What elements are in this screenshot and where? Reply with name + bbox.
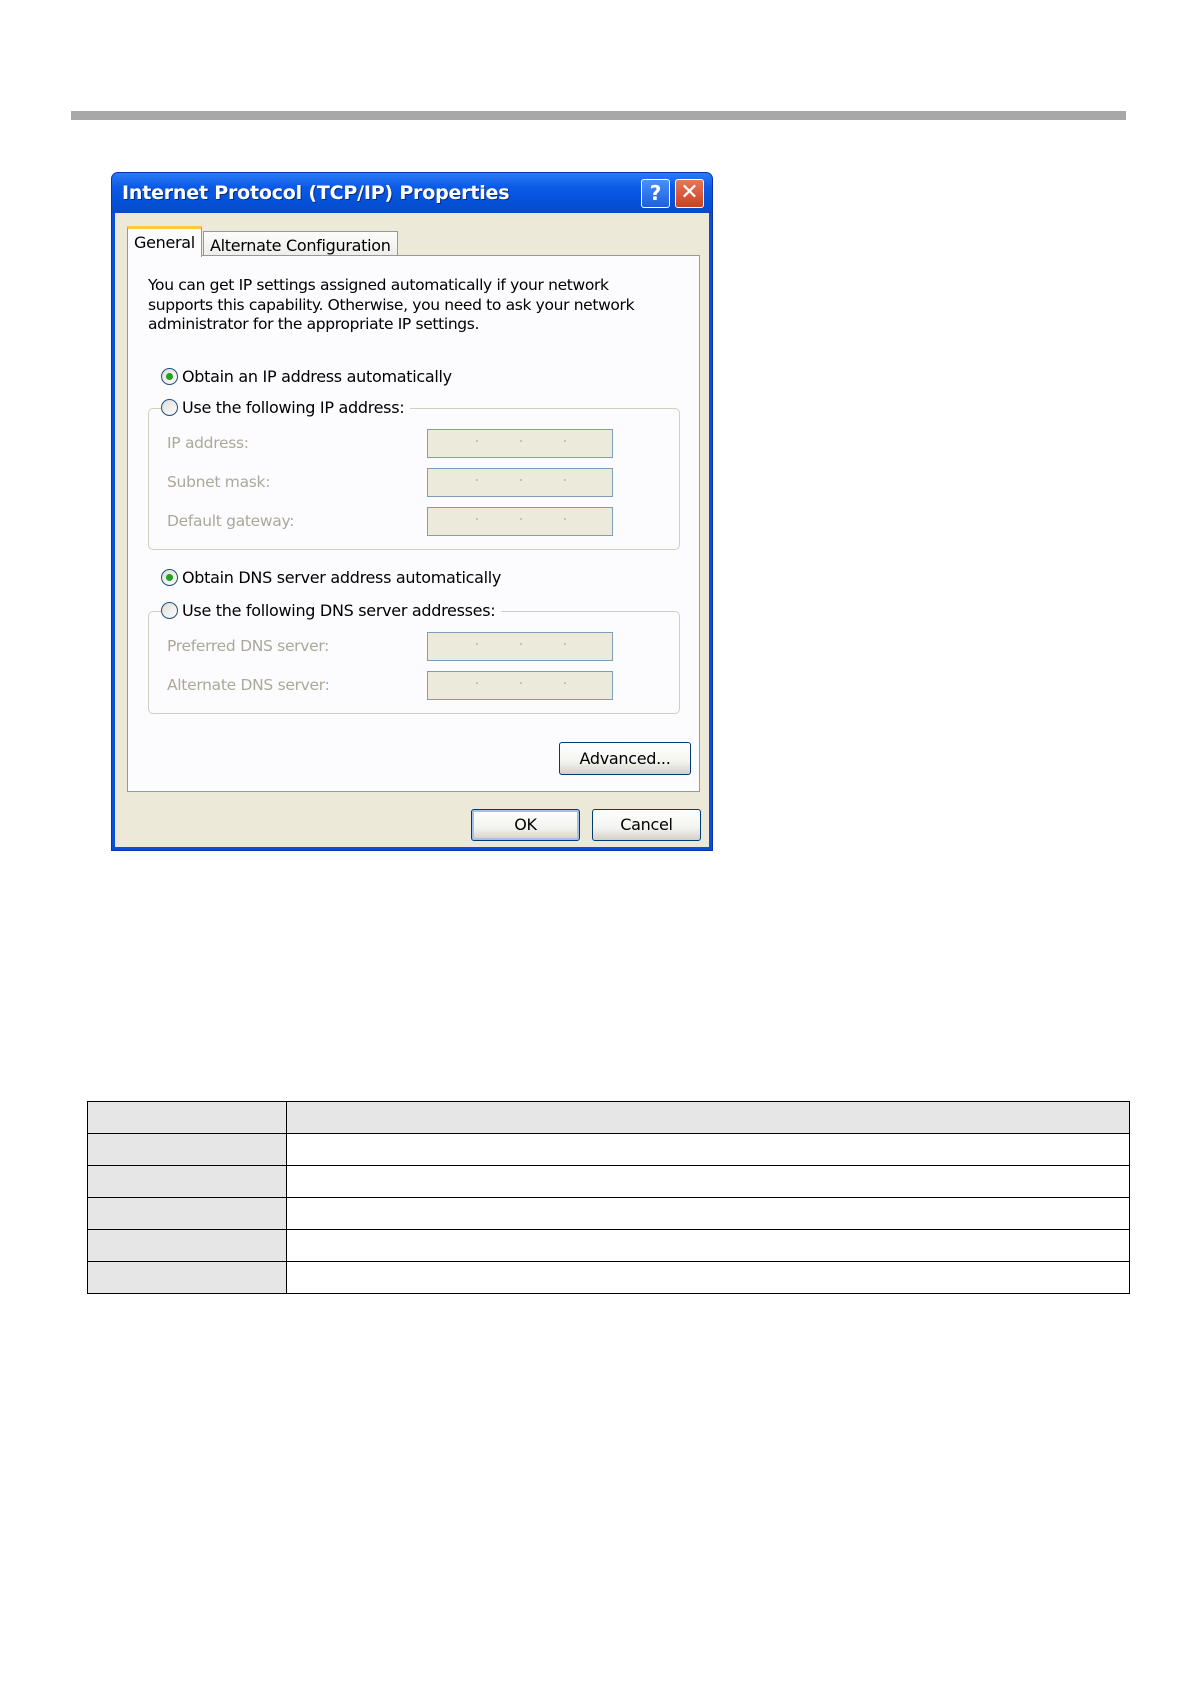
tab-alternate-configuration[interactable]: Alternate Configuration xyxy=(203,231,398,258)
table-cell xyxy=(88,1230,287,1262)
radio-use-following-ip[interactable] xyxy=(161,398,410,417)
radio-unselected-icon xyxy=(161,602,178,619)
table-cell xyxy=(287,1166,1130,1198)
radio-selected-icon xyxy=(161,569,178,586)
preferred-dns-field[interactable] xyxy=(427,632,613,661)
table-row xyxy=(88,1134,1130,1166)
radio-label: Obtain DNS server address automatically xyxy=(182,568,502,587)
table-cell xyxy=(88,1166,287,1198)
title-bar[interactable] xyxy=(112,173,712,213)
help-icon: ? xyxy=(649,181,662,205)
table-cell xyxy=(287,1102,1130,1134)
close-button[interactable] xyxy=(675,179,704,208)
table-cell xyxy=(88,1198,287,1230)
default-gateway-label: Default gateway: xyxy=(167,512,295,530)
radio-selected-icon xyxy=(161,368,178,385)
subnet-mask-label: Subnet mask: xyxy=(167,473,271,491)
ok-button[interactable]: OK xyxy=(471,809,580,841)
table-cell xyxy=(287,1230,1130,1262)
table-row xyxy=(88,1198,1130,1230)
dialog-client-area xyxy=(115,213,709,847)
table-row xyxy=(88,1262,1130,1294)
default-gateway-field[interactable] xyxy=(427,507,613,536)
tab-general[interactable]: General xyxy=(127,226,202,257)
table-cell xyxy=(287,1134,1130,1166)
alternate-dns-label: Alternate DNS server: xyxy=(167,676,330,694)
alternate-dns-field[interactable] xyxy=(427,671,613,700)
cancel-button[interactable]: Cancel xyxy=(592,809,701,841)
settings-table xyxy=(87,1101,1130,1294)
table-cell xyxy=(88,1102,287,1134)
table-header-row xyxy=(88,1102,1130,1134)
radio-obtain-ip-auto[interactable] xyxy=(161,367,458,386)
ip-address-group xyxy=(148,408,680,550)
table-cell xyxy=(287,1198,1130,1230)
table-row xyxy=(88,1166,1130,1198)
radio-label: Use the following IP address: xyxy=(182,398,405,417)
dns-server-group xyxy=(148,611,680,714)
radio-label: Obtain an IP address automatically xyxy=(182,367,452,386)
table-row xyxy=(88,1230,1130,1262)
table-cell xyxy=(287,1262,1130,1294)
tcpip-properties-dialog xyxy=(111,172,713,851)
close-icon: ✕ xyxy=(680,180,699,205)
dialog-title: Internet Protocol (TCP/IP) Properties xyxy=(122,182,510,204)
advanced-button[interactable]: Advanced... xyxy=(559,742,691,775)
preferred-dns-label: Preferred DNS server: xyxy=(167,637,330,655)
radio-label: Use the following DNS server addresses: xyxy=(182,601,496,620)
header-rule xyxy=(71,111,1126,120)
table-cell xyxy=(88,1134,287,1166)
ip-address-field[interactable] xyxy=(427,429,613,458)
subnet-mask-field[interactable] xyxy=(427,468,613,497)
help-button[interactable] xyxy=(641,179,670,208)
intro-text: You can get IP settings assigned automatically if your network supports this capability. Otherwise, you need to ask your network administrator for the appropriate IP settings. xyxy=(148,276,635,333)
radio-unselected-icon xyxy=(161,399,178,416)
ip-address-label: IP address: xyxy=(167,434,249,452)
general-tab-panel xyxy=(127,255,700,792)
table-cell xyxy=(88,1262,287,1294)
radio-obtain-dns-auto[interactable] xyxy=(161,568,507,587)
radio-use-following-dns[interactable] xyxy=(161,601,501,620)
